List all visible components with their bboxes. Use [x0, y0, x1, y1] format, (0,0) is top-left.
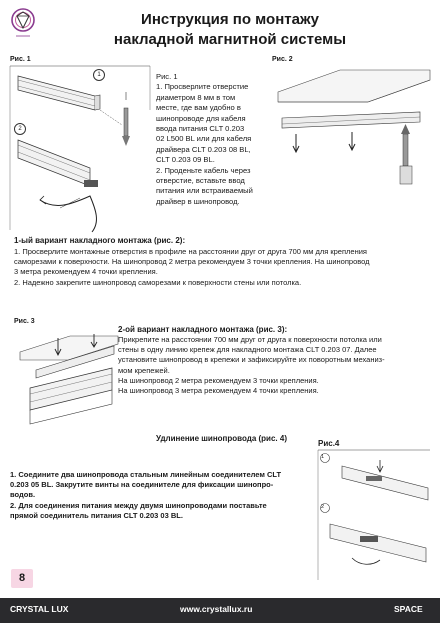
fig1-label: Рис. 1	[10, 56, 31, 63]
variant2-line: стены в одну линию крепеж для накладного монтажа CLT 0.203 07. Далее	[118, 345, 377, 355]
variant1-line: 2. Надежно закрепите шинопровод саморезами к поверхности стены или потолка.	[14, 277, 302, 287]
variant1-line: саморезами к поверхности. На шинопровод 2 метра рекомендуем 3 точки крепления. На шинопровод	[14, 257, 370, 267]
footer-bar	[0, 598, 440, 623]
fig1-desc-line: 1. Просверлите отверстие	[156, 82, 249, 92]
variant2-line: мом крепежей.	[118, 365, 170, 375]
fig4-label: Рис.4	[318, 439, 340, 448]
extension-heading: Удлинение шинопровода (рис. 4)	[156, 434, 287, 443]
variant2-line: На шинопровод 3 метра рекомендуем 4 точки крепления.	[118, 386, 319, 396]
extension-line: 1. Соедините два шинопровода стальным линейным соединителем CLT	[10, 470, 282, 479]
fig1-desc-line: 02 L500 BL или для кабеля	[156, 134, 252, 144]
variant1-line: 3 метра рекомендуем 4 точки крепления.	[14, 267, 158, 277]
fig1-desc-line: питания или встраиваемый	[156, 186, 253, 196]
fig1-desc-line: Рис. 1	[156, 72, 178, 81]
page-number: 8	[11, 569, 33, 588]
extension-line: 2. Для соединения питания между двумя шинопроводами поставьте	[10, 500, 267, 510]
fig1-desc-line: диаметром 8 мм в том	[156, 92, 236, 102]
fig1-marker-2: 2	[14, 123, 26, 135]
variant2-line: установите шинопровод в крепежи и зафиксируйте их поворотным механиз-	[118, 355, 385, 365]
footer-url[interactable]: www.crystallux.ru	[180, 604, 253, 614]
fig1-desc-line: месте, где вам удобно в	[156, 103, 241, 113]
extension-line: водов.	[10, 490, 36, 500]
fig1-desc-line: драйвер в шинопровод.	[156, 196, 240, 206]
variant1-line: 1. Просверлите монтажные отверстия в профиле на расстоянии друг от друга 700 мм для крепления	[14, 247, 367, 256]
fig4-marker-2: 2	[321, 504, 325, 510]
fig4-marker-1: 1	[321, 454, 325, 460]
title-line-2: накладной магнитной системы	[113, 31, 347, 48]
fig1-desc-line: CLT 0.203 09 BL.	[156, 155, 215, 165]
extension-line: 0.203 05 BL. Закрутите винты на соединителе для фиксации шинопро-	[10, 480, 274, 490]
fig1-desc-line: драйвера CLT 0.203 08 BL,	[156, 144, 251, 154]
fig3-label: Рис. 3	[14, 318, 35, 325]
variant2-heading: 2-ой вариант накладного монтажа (рис. 3):	[118, 325, 288, 334]
fig1-desc-line: отверстие, вставьте ввод	[156, 176, 245, 186]
variant2-line: На шинопровод 2 метра рекомендуем 3 точки крепления.	[118, 375, 319, 385]
extension-line: прямой соединитель питания CLT 0.203 03 BL.	[10, 510, 183, 520]
fig1-marker-1: 1	[93, 69, 105, 81]
fig1-desc-line: ввода питания CLT 0.203	[156, 124, 245, 134]
fig2-label: Рис. 2	[272, 56, 293, 63]
variant1-heading: 1-ый вариант накладного монтажа (рис. 2):	[14, 236, 186, 245]
fig1-desc-line: шинопроводе для кабеля	[156, 113, 246, 123]
fig1-desc-line: 2. Проденьте кабель через	[156, 165, 251, 175]
variant2-line: Прикрепите на расстоянии 700 мм друг от друга к поверхности потолка или	[118, 335, 382, 344]
footer-series: SPACE	[394, 604, 423, 614]
title-line-1: Инструкция по монтажу	[141, 11, 319, 28]
footer-brand: CRYSTAL LUX	[10, 604, 69, 614]
